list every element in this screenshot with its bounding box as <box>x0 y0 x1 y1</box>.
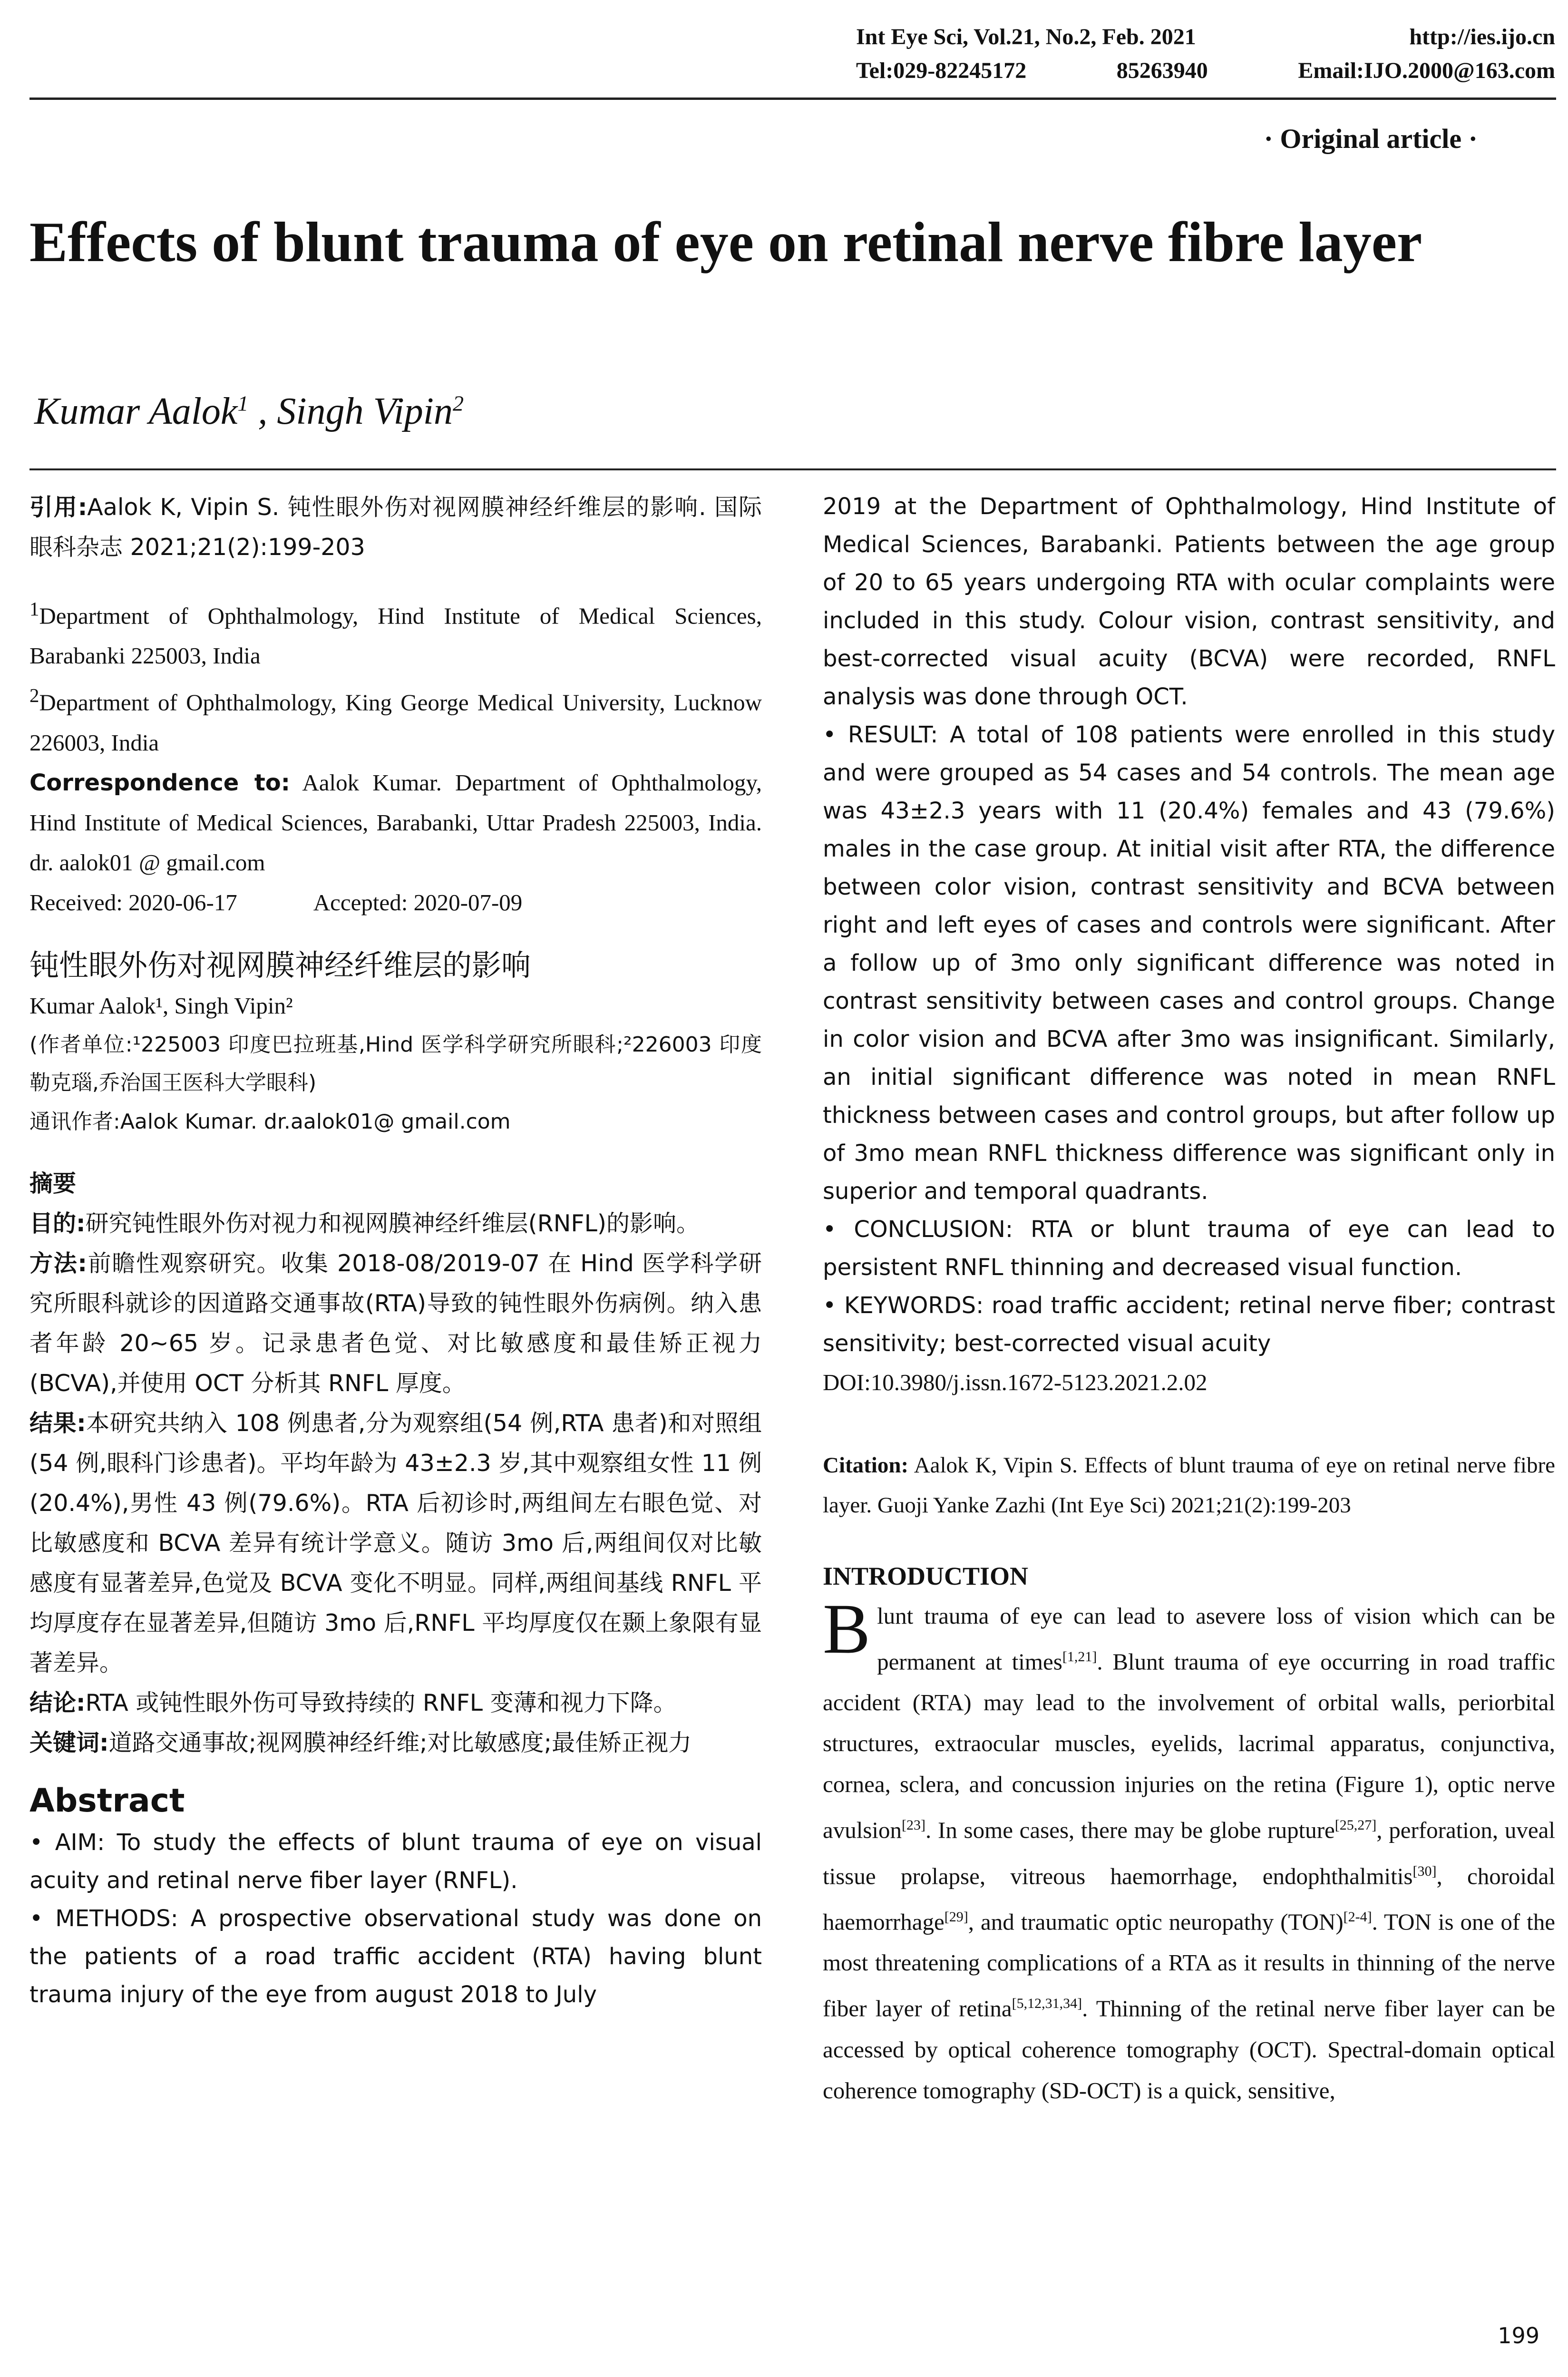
ref-5[interactable]: [29] <box>944 1909 968 1925</box>
cn-correspondence: 通讯作者:Aalok Kumar. dr.aalok01@ gmail.com <box>29 1109 511 1134</box>
ref-4[interactable]: [30] <box>1412 1863 1437 1879</box>
cn-results-label: 结果: <box>29 1409 86 1437</box>
author-1: Kumar Aalok <box>34 390 238 432</box>
citation <box>823 1445 1555 1525</box>
cn-aim <box>29 1204 762 1244</box>
journal-tel: Tel:029-82245172 <box>856 58 1027 83</box>
ref-1[interactable]: [1,21] <box>1062 1649 1097 1665</box>
journal-info: Int Eye Sci, Vol.21, No.2, Feb. 2021 <box>856 24 1196 49</box>
drop-cap: B <box>823 1589 871 1668</box>
abstract-keywords: • KEYWORDS: road traffic accident; retinal nerve fiber; contrast sensitivity; best-corrected visual acuity <box>823 1292 1555 1357</box>
affiliation-2 <box>29 676 762 762</box>
cn-results <box>29 1403 762 1683</box>
cn-aim-text: 研究钝性眼外伤对视力和视网膜神经纤维层(RNFL)的影响。 <box>85 1209 700 1237</box>
abstract-conclusion: • CONCLUSION: RTA or blunt trauma of eye can lead to persistent RNFL thinning and decreased visual function. <box>823 1216 1555 1281</box>
accepted-date: Accepted: 2020-07-09 <box>313 889 523 916</box>
header-rule <box>29 97 1556 100</box>
cn-conclusion <box>29 1683 762 1723</box>
journal-email[interactable]: Email:IJO.2000@163.com <box>1298 58 1555 83</box>
introduction-paragraph <box>823 1589 1556 2111</box>
citation-text: Aalok K, Vipin S. Effects of blunt trauma of eye on retinal nerve fibre layer. Guoji Yanke Zazhi (Int Eye Sci) 2021;21(2):199-203 <box>823 1453 1555 1518</box>
cn-conclusion-text: RTA 或钝性眼外伤可导致持续的 RNFL 变薄和视力下降。 <box>85 1689 677 1716</box>
intro-text-4: , perforation, uveal tissue prolapse, vitreous haemorrhage, endophthalmitis <box>823 1817 1556 1889</box>
cn-keywords-label: 关键词: <box>29 1729 109 1756</box>
correspondence-label: Correspondence to: <box>29 769 290 796</box>
cn-affiliation: (作者单位:¹225003 印度巴拉班基,Hind 医学科学研究所眼科;²226003 印度勒克瑙,乔治国王医科大学眼科) <box>29 1032 762 1095</box>
cn-citation-text: Aalok K, Vipin S. 钝性眼外伤对视网膜神经纤维层的影响. 国际眼科杂志 2021;21(2):199-203 <box>29 494 762 561</box>
cn-conclusion-label: 结论: <box>29 1689 86 1716</box>
author-1-affil: 1 <box>237 391 249 416</box>
intro-text-7: . TON is one of the most threatening complications of a RTA as it results in thinning of the nerve fiber layer of retina <box>823 1909 1556 2022</box>
cn-keywords <box>29 1723 762 1763</box>
abstract-methods-start: • METHODS: A prospective observational study was done on the patients of a road traffic accident (RTA) having blunt trauma injury of the eye from august 2018 to July <box>29 1905 762 2008</box>
abstract-methods-continued: 2019 at the Department of Ophthalmology, Hind Institute of Medical Sciences, Barabanki. Patients between the age group of 20 to 65 years undergoing RTA with ocular complaints were included in this study. Colour vision, contrast sensitivity, and best-corrected visual acuity (BCVA) were recorded, RNFL analysis was done through OCT. <box>823 493 1555 710</box>
correspondence-text: Aalok Kumar. Department of Ophthalmology, Hind Institute of Medical Sciences, Barabanki, Uttar Pradesh 225003, India. dr. aalok01 @ gmail.com <box>29 769 762 876</box>
cn-aim-label: 目的: <box>29 1209 86 1237</box>
affiliation-1-marker: 1 <box>29 598 39 620</box>
abstract-heading: Abstract <box>29 1782 185 1820</box>
cn-methods <box>29 1244 762 1403</box>
author-line <box>34 390 464 433</box>
right-column <box>823 487 1555 2111</box>
article-title: Effects of blunt trauma of eye on retinal nerve fibre layer <box>29 210 1422 273</box>
cn-citation <box>29 487 762 567</box>
intro-text-2: . Blunt trauma of eye occurring in road traffic accident (RTA) may lead to the involvement of orbital walls, periorbital structures, extraocular muscles, eyelids, lacrimal apparatus, conjunctiva, cornea, sclera, and concussion injuries on the retina (Figure 1), optic nerve avulsion <box>823 1648 1556 1843</box>
page-number: 199 <box>1498 2323 1539 2348</box>
intro-text-3: . In some cases, there may be globe rupture <box>925 1817 1335 1843</box>
cn-results-text: 本研究共纳入 108 例患者,分为观察组(54 例,RTA 患者)和对照组(54 例,眼科门诊患者)。平均年龄为 43±2.3 岁,其中观察组女性 11 例(20.4%),男性 43 例(79.6%)。RTA 后初诊时,两组间左右眼色觉、对比敏感度和 BCVA 差异有统计学意义。随访 3mo 后,两组间仅对比敏感度有显著差异,色觉及 BCVA 变化不明显。同样,两组间基线 RNFL 平均厚度存在显著差异,但随访 3mo 后,RNFL 平均厚度仅在颞上象限有显著差异。 <box>29 1409 762 1676</box>
article-type: · Original article · <box>1264 123 1478 154</box>
affiliation-2-text: Department of Ophthalmology, King George Medical University, Lucknow 226003, India <box>29 689 762 756</box>
author-rule <box>29 468 1556 470</box>
author-2-affil: 2 <box>453 391 464 416</box>
citation-label: Citation: <box>823 1453 909 1478</box>
journal-url[interactable]: http://ies.ijo.cn <box>1409 24 1555 49</box>
running-header <box>856 24 1555 84</box>
abstract-aim: • AIM: To study the effects of blunt trauma of eye on visual acuity and retinal nerve fiber layer (RNFL). <box>29 1829 762 1894</box>
cn-methods-label: 方法: <box>29 1249 88 1277</box>
cn-abstract-heading: 摘要 <box>29 1169 77 1197</box>
ref-3[interactable]: [25,27] <box>1334 1817 1377 1833</box>
affiliation-1 <box>29 589 762 676</box>
ref-7[interactable]: [5,12,31,34] <box>1012 1996 1082 2012</box>
journal-tel2: 85263940 <box>1116 58 1208 83</box>
intro-text-5: , choroidal haemorrhage <box>823 1862 1555 1935</box>
correspondence <box>29 763 762 883</box>
received-date: Received: 2020-06-17 <box>29 889 237 916</box>
dates <box>29 883 762 923</box>
affiliation-1-text: Department of Ophthalmology, Hind Institute of Medical Sciences, Barabanki 225003, India <box>29 603 762 669</box>
left-column <box>29 487 762 2014</box>
cn-citation-label: 引用: <box>29 494 88 521</box>
intro-text-6: , and traumatic optic neuropathy (TON) <box>968 1909 1344 1935</box>
ref-6[interactable]: [2-4] <box>1343 1909 1372 1925</box>
author-separator: , <box>248 390 277 432</box>
intro-text-8: . Thinning of the retinal nerve fiber layer can be accessed by optical coherence tomography (OCT). Spectral-domain optical coherence tomography (SD-OCT) is a quick, sensitive, <box>823 1995 1555 2104</box>
affiliation-2-marker: 2 <box>29 685 39 707</box>
introduction-heading: INTRODUCTION <box>823 1562 1029 1590</box>
author-2: Singh Vipin <box>277 390 453 432</box>
cn-authors: Kumar Aalok¹, Singh Vipin² <box>29 992 293 1019</box>
cn-keywords-text: 道路交通事故;视网膜神经纤维;对比敏感度;最佳矫正视力 <box>108 1729 692 1756</box>
ref-2[interactable]: [23] <box>902 1817 926 1833</box>
intro-text-1: lunt trauma of eye can lead to asevere loss of vision which can be permanent at times <box>877 1603 1555 1675</box>
abstract-result: • RESULT: A total of 108 patients were enrolled in this study and were grouped as 54 cases and 54 controls. The mean age was 43±2.3 years with 11 (20.4%) females and 43 (79.6%) males in the case group. At initial visit after RTA, the difference between color vision, contrast sensitivity and BCVA between right and left eyes of cases and controls were significant. After a follow up of 3mo only significant difference was noted in contrast sensitivity between cases and control groups. Change in color vision and BCVA after 3mo was insignificant. Similarly, an initial significant difference was noted in mean RNFL thickness between cases and control groups, but after follow up of 3mo mean RNFL thickness difference was significant only in superior and temporal quadrants. <box>823 721 1555 1205</box>
cn-title: 钝性眼外伤对视网膜神经纤维层的影响 <box>29 947 531 983</box>
doi[interactable]: DOI:10.3980/j.issn.1672-5123.2021.2.02 <box>823 1369 1208 1395</box>
cn-methods-text: 前瞻性观察研究。收集 2018-08/2019-07 在 Hind 医学科学研究所眼科就诊的因道路交通事故(RTA)导致的钝性眼外伤病例。纳入患者年龄 20~65 岁。记录患者色觉、对比敏感度和最佳矫正视力(BCVA),并使用 OCT 分析其 RNFL 厚度。 <box>29 1249 762 1397</box>
